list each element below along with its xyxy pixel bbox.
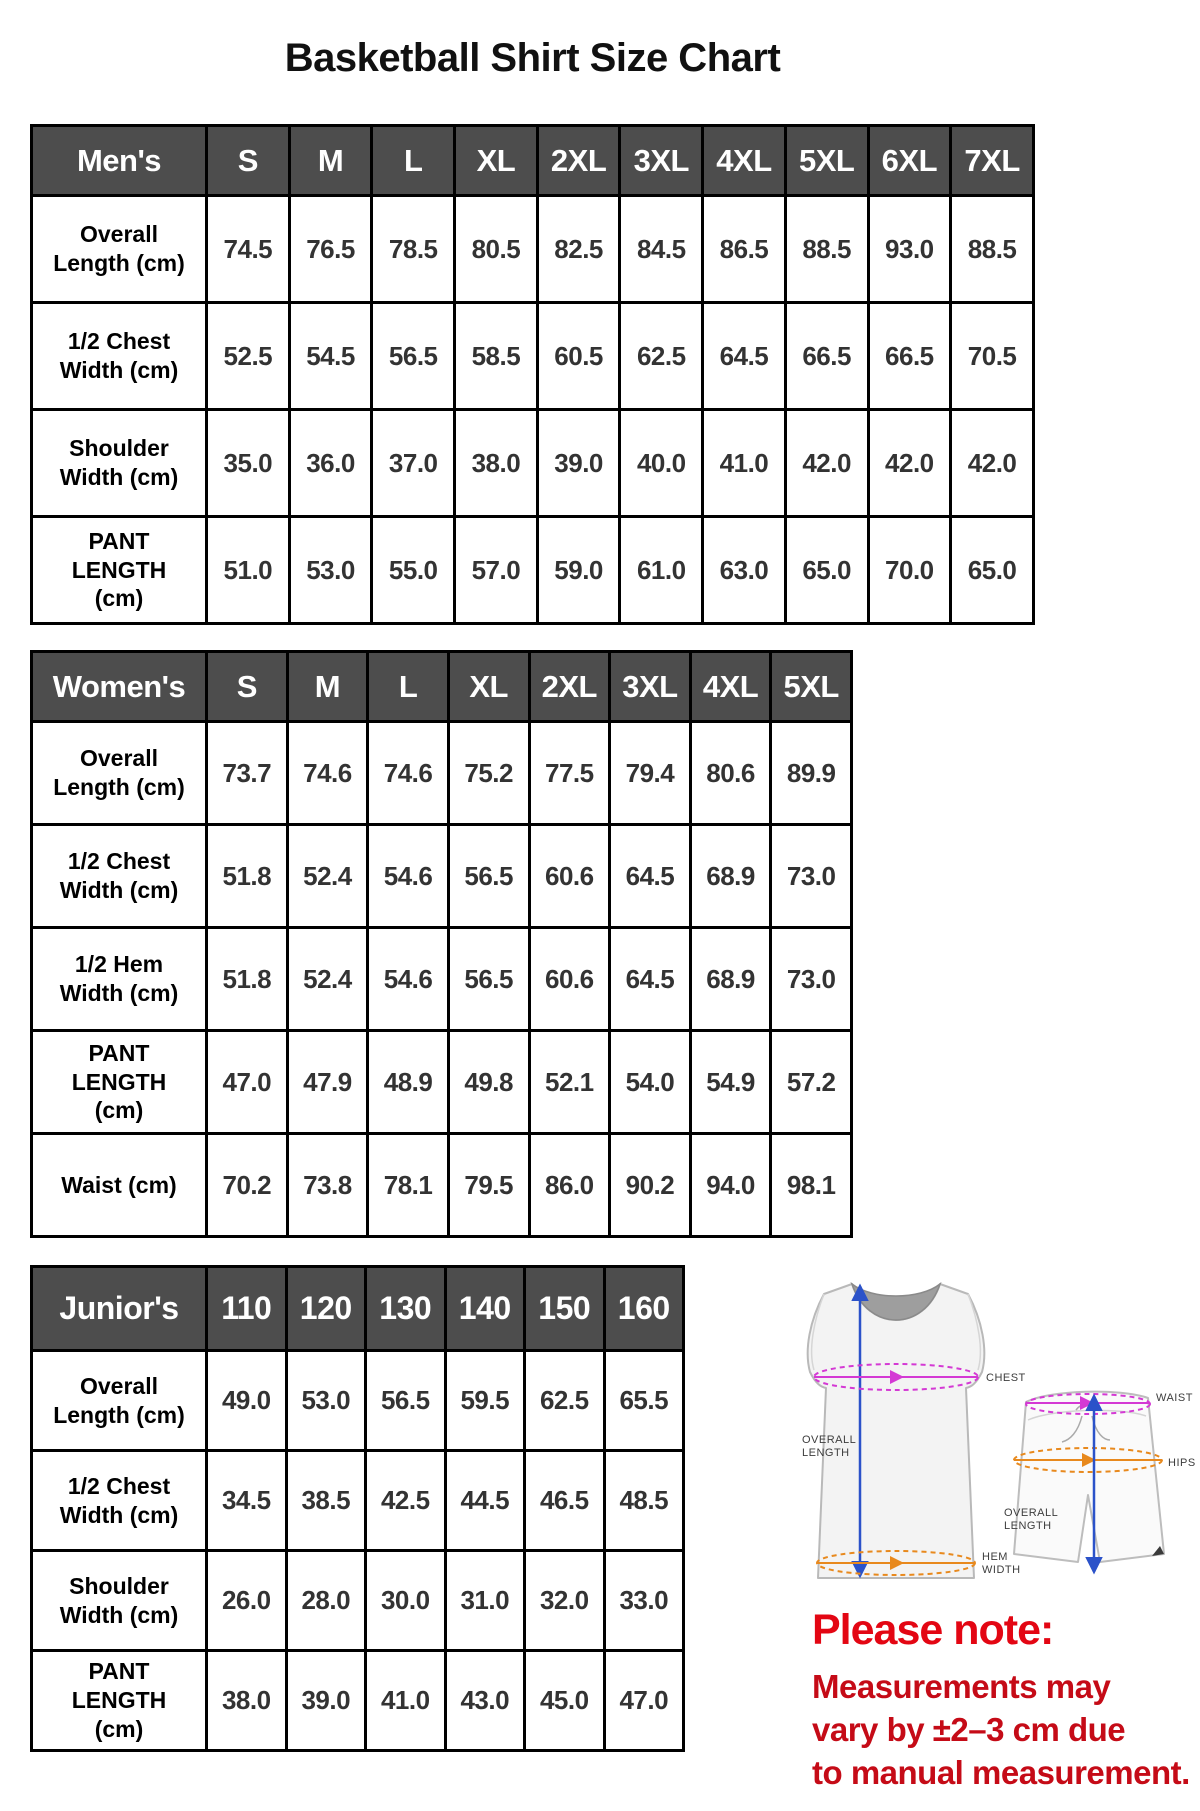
measurement-value: 59.0 [537,517,620,624]
womens-header-row [32,652,852,722]
measurement-value: 78.1 [368,1134,449,1237]
juniors-table-row [32,1551,684,1651]
note-line-3: to manual measurement. [812,1754,1190,1791]
measurement-value: 54.9 [690,1031,771,1134]
measurement-value: 65.5 [604,1351,684,1451]
measurement-value: 62.5 [620,303,703,410]
measurement-value: 66.5 [868,303,951,410]
measurement-value: 31.0 [445,1551,525,1651]
measurement-value: 65.0 [785,517,868,624]
measurement-value: 41.0 [703,410,786,517]
juniors-size-header: 150 [525,1267,605,1351]
measurement-value: 76.5 [289,196,372,303]
measurement-value: 74.6 [368,722,449,825]
note-line-2: vary by ±2–3 cm due [812,1711,1126,1748]
mens-table-row [32,303,1034,410]
measurement-value: 60.6 [529,825,610,928]
measurement-value: 70.5 [951,303,1034,410]
measurement-value: 48.9 [368,1031,449,1134]
measurement-value: 55.0 [372,517,455,624]
measurement-value: 80.5 [455,196,538,303]
womens-table-row [32,1134,852,1237]
measurement-value: 64.5 [610,928,691,1031]
shorts-graphic [1014,1392,1164,1562]
measurement-value: 53.0 [286,1351,366,1451]
measurement-value: 52.5 [207,303,290,410]
measurement-value: 61.0 [620,517,703,624]
measurement-label: Shoulder Width (cm) [32,1551,207,1651]
measurement-value: 28.0 [286,1551,366,1651]
shorts-overall-length-label-line1: OVERALL [1004,1507,1059,1519]
measurement-value: 52.1 [529,1031,610,1134]
measurement-label: Overall Length (cm) [32,1351,207,1451]
measurement-value: 38.0 [455,410,538,517]
measurement-value: 37.0 [372,410,455,517]
measurement-value: 54.0 [610,1031,691,1134]
measurement-value: 74.6 [287,722,368,825]
measurement-value: 73.0 [771,825,852,928]
measurement-value: 73.7 [207,722,288,825]
measurement-value: 77.5 [529,722,610,825]
chest-label: CHEST [986,1372,1026,1384]
womens-size-header: XL [448,652,529,722]
measurement-value: 34.5 [207,1451,287,1551]
measurement-value: 90.2 [610,1134,691,1237]
measurement-value: 47.0 [604,1651,684,1751]
measurement-value: 30.0 [366,1551,446,1651]
jersey-overall-length-label-line1: OVERALL [802,1434,857,1446]
measurement-value: 40.0 [620,410,703,517]
measurement-value: 41.0 [366,1651,446,1751]
measurement-value: 54.6 [368,825,449,928]
measurement-value: 48.5 [604,1451,684,1551]
measurement-value: 79.4 [610,722,691,825]
juniors-size-header: 160 [604,1267,684,1351]
mens-size-header: 6XL [868,126,951,196]
womens-size-header: M [287,652,368,722]
womens-group-label: Women's [32,652,207,722]
measurement-value: 32.0 [525,1551,605,1651]
measurement-value: 64.5 [703,303,786,410]
measurement-value: 89.9 [771,722,852,825]
measurement-diagram-svg [690,1270,1200,1605]
juniors-table-row [32,1651,684,1751]
jersey-overall-length-label-line2: LENGTH [802,1447,850,1459]
measurement-label: 1/2 Chest Width (cm) [32,825,207,928]
measurement-value: 53.0 [289,517,372,624]
mens-size-header: 5XL [785,126,868,196]
measurement-value: 64.5 [610,825,691,928]
measurement-value: 56.5 [448,928,529,1031]
juniors-size-header: 140 [445,1267,525,1351]
measurement-label: PANT LENGTH (cm) [32,517,207,624]
measurement-value: 80.6 [690,722,771,825]
measurement-value: 57.2 [771,1031,852,1134]
measurement-value: 79.5 [448,1134,529,1237]
measurement-value: 26.0 [207,1551,287,1651]
measurement-value: 54.6 [368,928,449,1031]
measurement-value: 33.0 [604,1551,684,1651]
measurement-value: 44.5 [445,1451,525,1551]
measurement-value: 98.1 [771,1134,852,1237]
measurement-value: 38.0 [207,1651,287,1751]
measurement-label: PANT LENGTH (cm) [32,1651,207,1751]
measurement-label: Waist (cm) [32,1134,207,1237]
mens-size-header: 4XL [703,126,786,196]
juniors-size-table [30,1265,685,1752]
juniors-size-header: 130 [366,1267,446,1351]
juniors-header-row [32,1267,684,1351]
measurement-value: 84.5 [620,196,703,303]
measurement-value: 66.5 [785,303,868,410]
measurement-value: 78.5 [372,196,455,303]
measurement-value: 73.8 [287,1134,368,1237]
measurement-value: 93.0 [868,196,951,303]
measurement-value: 51.8 [207,928,288,1031]
measurement-label: 1/2 Chest Width (cm) [32,303,207,410]
juniors-size-header: 120 [286,1267,366,1351]
measurement-value: 49.8 [448,1031,529,1134]
measurement-value: 47.9 [287,1031,368,1134]
measurement-value: 88.5 [951,196,1034,303]
womens-table-row [32,722,852,825]
measurement-value: 70.0 [868,517,951,624]
womens-size-header: S [207,652,288,722]
measurement-value: 73.0 [771,928,852,1031]
shorts-overall-length-label-line2: LENGTH [1004,1520,1052,1532]
mens-size-header: 7XL [951,126,1034,196]
measurement-value: 36.0 [289,410,372,517]
measurement-value: 42.0 [951,410,1034,517]
measurement-label: Overall Length (cm) [32,722,207,825]
note-heading: Please note: [812,1606,1054,1654]
measurement-value: 39.0 [537,410,620,517]
measurement-value: 54.5 [289,303,372,410]
measurement-value: 74.5 [207,196,290,303]
jersey-graphic [808,1284,985,1578]
juniors-group-label: Junior's [32,1267,207,1351]
measurement-value: 56.5 [372,303,455,410]
measurement-value: 49.0 [207,1351,287,1451]
measurement-value: 56.5 [448,825,529,928]
hem-width-label-line2: WIDTH [982,1564,1021,1576]
measurement-value: 35.0 [207,410,290,517]
womens-table-row [32,928,852,1031]
womens-table-row [32,1031,852,1134]
measurement-value: 88.5 [785,196,868,303]
measurement-value: 62.5 [525,1351,605,1451]
measurement-value: 63.0 [703,517,786,624]
measurement-label: 1/2 Chest Width (cm) [32,1451,207,1551]
waist-label: WAIST [1156,1392,1193,1404]
measurement-label: Shoulder Width (cm) [32,410,207,517]
measurement-value: 60.5 [537,303,620,410]
mens-size-header: M [289,126,372,196]
measurement-label: 1/2 Hem Width (cm) [32,928,207,1031]
juniors-size-header: 110 [207,1267,287,1351]
mens-group-label: Men's [32,126,207,196]
measurement-value: 38.5 [286,1451,366,1551]
womens-size-header: 2XL [529,652,610,722]
measurement-value: 58.5 [455,303,538,410]
measurement-value: 65.0 [951,517,1034,624]
mens-table-row [32,196,1034,303]
measurement-value: 86.5 [703,196,786,303]
measurement-value: 68.9 [690,928,771,1031]
measurement-value: 46.5 [525,1451,605,1551]
measurement-value: 86.0 [529,1134,610,1237]
mens-header-row [32,126,1034,196]
note-line-1: Measurements may [812,1668,1111,1705]
measurement-value: 51.0 [207,517,290,624]
mens-size-header: 3XL [620,126,703,196]
measurement-value: 75.2 [448,722,529,825]
womens-size-header: 4XL [690,652,771,722]
mens-size-header: XL [455,126,538,196]
measurement-label: Overall Length (cm) [32,196,207,303]
mens-size-table [30,124,1035,625]
mens-size-header: L [372,126,455,196]
hem-width-label-line1: HEM [982,1551,1008,1563]
measurement-value: 42.5 [366,1451,446,1551]
measurement-value: 52.4 [287,928,368,1031]
measurement-label: PANT LENGTH (cm) [32,1031,207,1134]
measurement-value: 82.5 [537,196,620,303]
womens-size-header: 3XL [610,652,691,722]
measurement-value: 60.6 [529,928,610,1031]
juniors-table-row [32,1351,684,1451]
measurement-value: 47.0 [207,1031,288,1134]
womens-size-table [30,650,853,1238]
hips-label: HIPS [1168,1457,1196,1469]
measurement-value: 42.0 [785,410,868,517]
mens-table-row [32,410,1034,517]
womens-size-header: L [368,652,449,722]
jersey-body [808,1284,985,1578]
juniors-table-row [32,1451,684,1551]
mens-size-header: 2XL [537,126,620,196]
measurement-value: 70.2 [207,1134,288,1237]
measurement-value: 68.9 [690,825,771,928]
page-title: Basketball Shirt Size Chart [284,36,781,80]
measurement-value: 57.0 [455,517,538,624]
mens-table-row [32,517,1034,624]
measurement-value: 94.0 [690,1134,771,1237]
womens-size-header: 5XL [771,652,852,722]
measurement-value: 56.5 [366,1351,446,1451]
measurement-value: 42.0 [868,410,951,517]
measurement-value: 51.8 [207,825,288,928]
measurement-diagram [690,1270,1200,1605]
womens-table-row [32,825,852,928]
measurement-value: 43.0 [445,1651,525,1751]
measurement-value: 39.0 [286,1651,366,1751]
measurement-value: 52.4 [287,825,368,928]
note-block [812,1606,1192,1794]
measurement-value: 59.5 [445,1351,525,1451]
measurement-value: 45.0 [525,1651,605,1751]
mens-size-header: S [207,126,290,196]
